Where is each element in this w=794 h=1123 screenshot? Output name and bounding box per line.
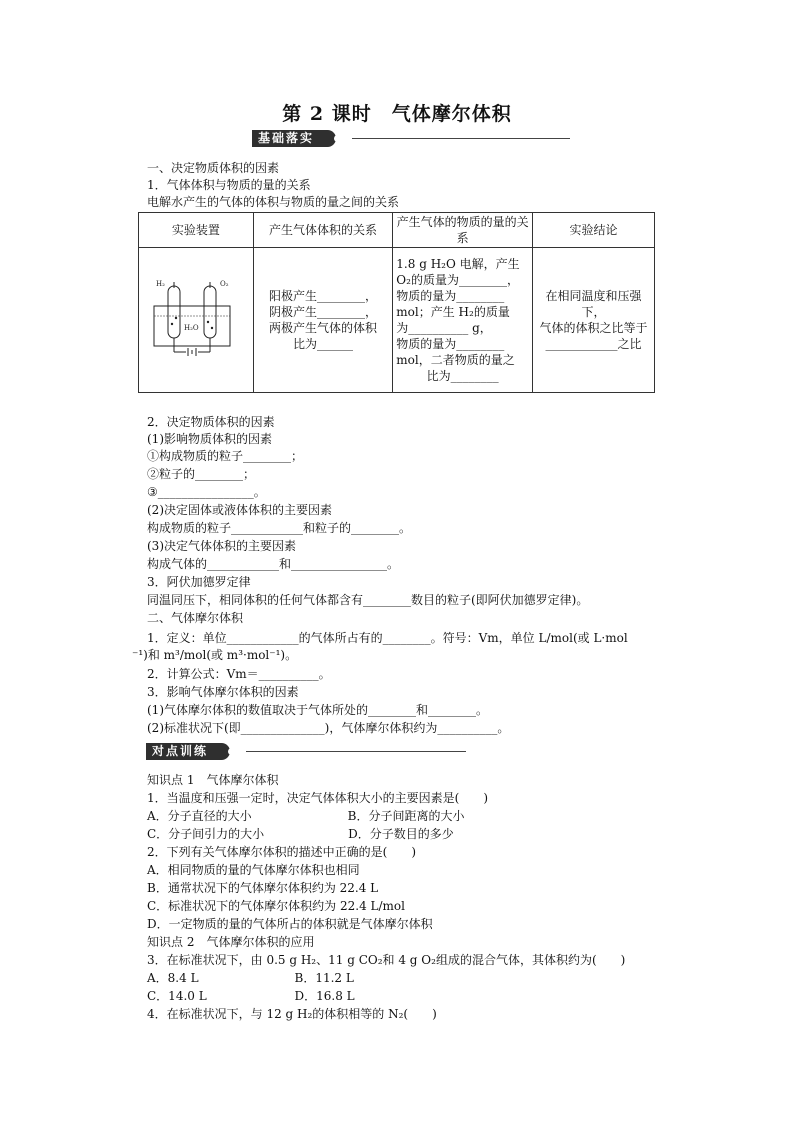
banner-rule [246,751,466,752]
text-line: ②粒子的________； [147,467,256,481]
text-line: 1．定义：单位____________的气体所占有的________。符号：Vm，单位 L/mol(或 L·mol [147,631,628,645]
text-line: 同温同压下，相同体积的任何气体都含有________数目的粒子(即阿伏加德罗定律)。 [147,593,589,607]
banner-dot-icon [334,135,341,142]
choice-line: C．标准状况下的气体摩尔体积约为 22.4 L/mol [147,899,405,913]
text-line: ③________________。 [147,485,266,499]
section-heading: 一、决定物质体积的因素 [147,161,280,175]
page-title: 第 2 课时 气体摩尔体积 [282,103,512,125]
cell-line: 比为______ [292,337,353,351]
conclusion-cell [532,248,654,393]
cell-line: 两极产生气体的体积 [268,321,377,335]
subsection-heading: 1．气体体积与物质的量的关系 [147,178,311,192]
h2-label: H₂ [156,280,165,288]
choice-line: D．一定物质的量的气体所占的体积就是气体摩尔体积 [147,917,433,931]
cell-line: 物质的量为________ [396,337,505,351]
text-line: ①构成物质的粒子________； [147,449,304,463]
cell-line: 为__________ g， [396,321,492,335]
cell-line: 比为________ [426,369,499,383]
knowledge-point-heading: 知识点 1 气体摩尔体积 [147,773,279,787]
banner-rule [352,138,570,139]
table-row [139,248,655,393]
cell-line: mol，二者物质的量之 [396,353,515,367]
cell-line: 1.8 g H₂O 电解，产生 [396,257,520,271]
knowledge-point-heading: 知识点 2 气体摩尔体积的应用 [147,935,315,949]
electrolysis-apparatus-icon [142,278,242,358]
banner-label: 基础落实 [252,130,336,147]
table-header: 产生气体体积的关系 [253,213,393,248]
text-line: (2)标准状况下(即______________)，气体摩尔体积约为__________。 [147,721,510,735]
choice-line: A．相同物质的量的气体摩尔体积也相同 [147,863,360,877]
text-line: 2．计算公式：Vm＝__________。 [147,667,331,681]
cell-line: 在相同温度和压强下， [545,289,642,319]
text-line: 3．影响气体摩尔体积的因素 [147,685,299,699]
text-line: (1)影响物质体积的因素 [147,432,272,446]
o2-label: O₂ [220,280,229,288]
table-header-row [139,213,655,248]
text-line: 2．决定物质体积的因素 [147,415,275,429]
cell-line: O₂的质量为________， [396,273,519,287]
cell-line: 物质的量为________ [396,289,505,303]
cell-line: 阴极产生________， [268,305,377,319]
cell-line: 阳极产生________， [268,289,377,303]
choice-line: A．8.4 L B．11.2 L [147,971,354,985]
question: 4．在标准状况下，与 12 g H₂的体积相等的 N₂( ) [147,1007,437,1021]
table-intro: 电解水产生的气体的体积与物质的量之间的关系 [147,195,400,209]
cell-line: mol；产生 H₂的质量 [396,305,510,319]
choice-line: B．通常状况下的气体摩尔体积约为 22.4 L [147,881,379,895]
apparatus-cell [139,248,254,393]
text-line: 构成物质的粒子____________和粒子的________。 [147,521,412,535]
text-line: (3)决定气体体积的主要因素 [147,539,296,553]
cell-line: ____________之比 [545,337,642,351]
text-line: 3．阿伏加德罗定律 [147,575,251,589]
volume-relation-cell [253,248,393,393]
text-line: (1)气体摩尔体积的数值取决于气体所处的________和________。 [147,703,488,717]
table-header: 实验装置 [139,213,254,248]
section-banner-practice [146,743,466,760]
text-line: 构成气体的____________和________________。 [147,557,400,571]
text-line: (2)决定固体或液体体积的主要因素 [147,503,332,517]
choice-line: A．分子直径的大小 B．分子间距离的大小 [147,809,465,823]
question: 2．下列有关气体摩尔体积的描述中正确的是( ) [147,845,416,859]
banner-label: 对点训练 [146,743,230,760]
text-line: ⁻¹)和 m³/mol(或 m³·mol⁻¹)。 [132,648,298,662]
section-banner-basics [252,130,572,147]
table-header: 实验结论 [532,213,654,248]
cell-line: 气体的体积之比等于 [539,321,648,335]
banner-dot-icon [228,748,235,755]
amount-relation-cell [393,248,533,393]
choice-line: C．分子间引力的大小 D．分子数目的多少 [147,827,454,841]
experiment-table [138,212,655,393]
choice-line: C．14.0 L D．16.8 L [147,989,355,1003]
question: 1．当温度和压强一定时，决定气体体积大小的主要因素是( ) [147,791,489,805]
water-label: H₂O [184,324,199,332]
question: 3．在标准状况下，由 0.5 g H₂、11 g CO₂和 4 g O₂组成的混合气体，其体积约为( ) [147,953,626,967]
table-header: 产生气体的物质的量的关系 [393,213,533,248]
text-line: 二、气体摩尔体积 [147,611,244,625]
